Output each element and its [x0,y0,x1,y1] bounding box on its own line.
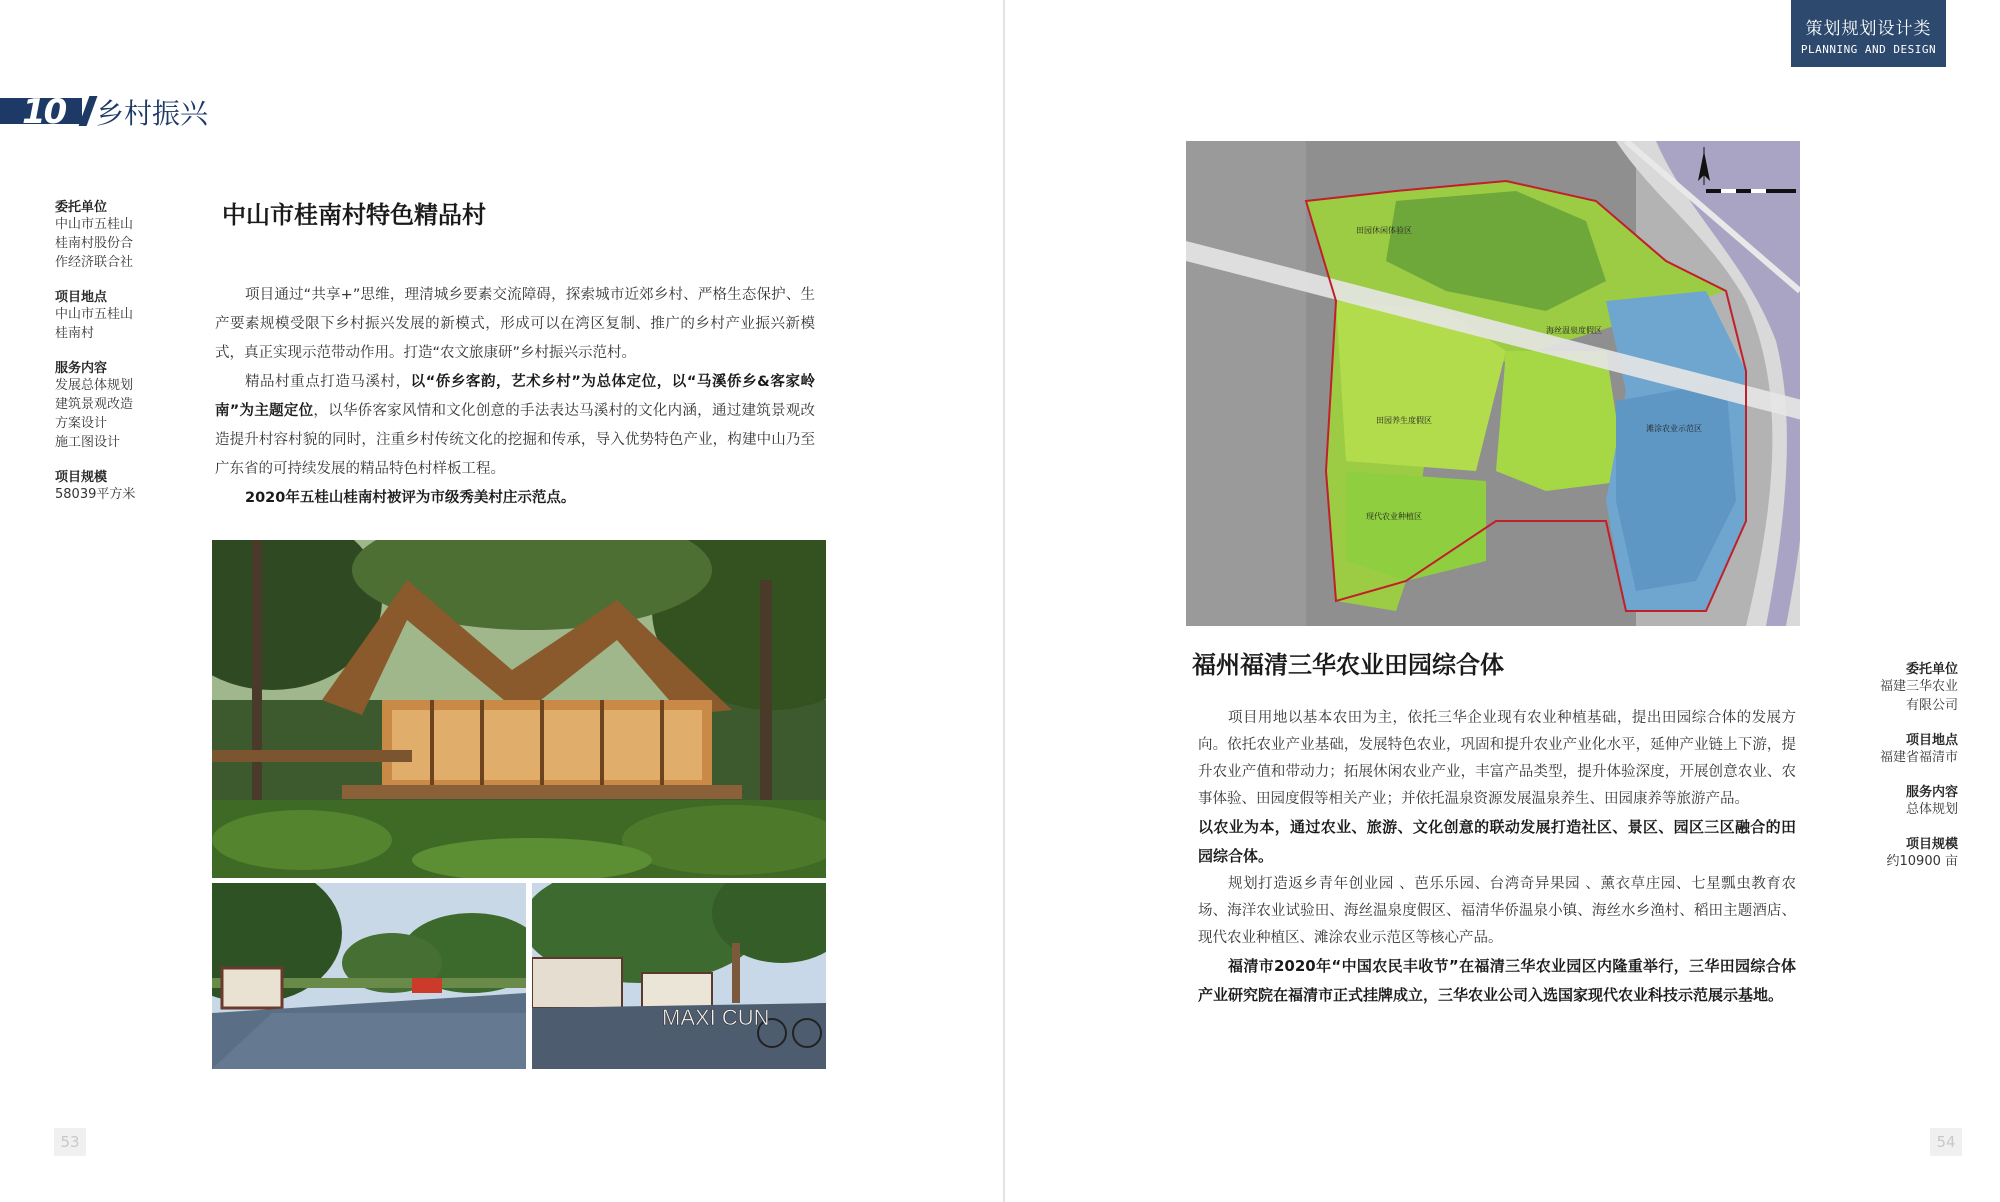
location-label: 项目地点 [55,290,108,305]
services-value: 总体规划 [1905,802,1958,817]
map-zone-label: 海丝温泉度假区 [1546,326,1602,335]
left-paragraph-1: 项目通过“共享+”思维，理清城乡要素交流障碍，探索城市近郊乡村、严格生态保护、生产要素规模受限下乡村振兴发展的新模式，形成可以在湾区复制、推广的乡村产业振兴新模式，真正实现示范带动作用。打造“农文旅康研”乡村振兴示范村。 [215,287,815,361]
scale-value: 约10900 亩 [1886,854,1958,869]
client-value-line: 有限公司 [1905,698,1958,713]
section-title: 乡村振兴 [96,97,209,130]
right-page-number: 54 [1930,1128,1962,1156]
left-paragraph-2-bold: 以“侨乡客韵，艺术乡村”为总体定位，以“马溪侨乡&客家岭南”为主题定位 [215,374,815,419]
client-value-line: 作经济联合社 [55,255,134,270]
category-badge [1791,0,1946,67]
master-plan-map [1186,141,1800,626]
services-value-line: 发展总体规划 [55,378,134,393]
category-badge-cn: 策划规划设计类 [1805,19,1932,39]
left-paragraph-2-end: ，以华侨客家风情和文化创意的手法表达马溪村的文化内涵，通过建筑景观改造提升村容村貌的同时，注重乡村传统文化的挖掘和传承，导入优势特色产业，构建中山乃至广东省的可持续发展的精品特色村样板工程。 [215,403,816,477]
scale-bar-icon [1706,189,1796,193]
map-zone-label: 田园休闲体验区 [1356,226,1412,235]
services-label: 服务内容 [55,361,108,376]
client-label: 委托单位 [55,200,108,215]
left-body-text [215,281,815,513]
map-zone-label: 滩涂农业示范区 [1646,424,1702,433]
page-spine [1003,0,1005,1202]
village-square-photo [212,883,526,1069]
client-value-line: 中山市五桂山 [55,217,134,232]
category-badge-en: PLANNING AND DESIGN [1800,43,1937,56]
pavilion-rendering-photo [212,540,826,878]
location-label: 项目地点 [1905,733,1958,748]
map-zone-label: 田园养生度假区 [1376,416,1432,425]
map-zone-label: 现代农业种植区 [1366,512,1422,521]
scale-label: 项目规模 [55,470,108,485]
client-value-line: 福建三华农业 [1879,679,1958,694]
right-body-text [1198,705,1796,1010]
right-info-column [1838,658,1958,871]
scale-label: 项目规模 [1905,837,1958,852]
client-value-line: 桂南村股份合 [55,236,134,251]
left-paragraph-2-start: 精品村重点打造马溪村， [245,374,411,390]
right-paragraph-1-bold: 以农业为本，通过农业、旅游、文化创意的联动发展打造社区、景区、园区三区融合的田园综合体。 [1198,818,1796,865]
right-paragraph-3: 福清市2020年“中国农民丰收节”在福清三华农业园区内隆重举行，三华田园综合体产业研究院在福清市正式挂牌成立，三华农业公司入选国家现代农业科技示范展示基地。 [1198,957,1796,1004]
client-label: 委托单位 [1905,662,1958,677]
right-paragraph-2: 规划打造返乡青年创业园 、芭乐乐园、台湾奇异果园 、薰衣草庄园、七星瓢虫教育农场、海洋农业试验田、海丝温泉度假区、福清华侨温泉小镇、海丝水乡渔村、稻田主题酒店、现代农业种植区、滩涂农业示范区等核心产品。 [1198,876,1796,946]
left-paragraph-2 [215,368,815,484]
services-value-line: 方案设计 [55,416,108,431]
services-label: 服务内容 [1905,785,1958,800]
services-value-line: 建筑景观改造 [55,397,134,412]
village-entrance-photo [532,883,826,1069]
right-project-title: 福州福清三华农业田园综合体 [1192,651,1504,679]
scale-value: 58039平方米 [55,487,136,502]
left-paragraph-3: 2020年五桂山桂南村被评为市级秀美村庄示范点。 [245,490,576,506]
location-value: 福建省福清市 [1879,750,1958,765]
location-value-line: 中山市五桂山 [55,307,134,322]
left-page-number: 53 [54,1128,86,1156]
section-number: 10 [22,92,66,132]
left-info-column [55,196,165,504]
location-value-line: 桂南村 [55,326,95,341]
left-project-title: 中山市桂南村特色精品村 [222,201,486,229]
services-value-line: 施工图设计 [55,435,121,450]
right-paragraph-1: 项目用地以基本农田为主，依托三华企业现有农业种植基础，提出田园综合体的发展方向。依托农业产业基础，发展特色农业，巩固和提升农业产业化水平，延伸产业链上下游，提升农业产值和带动力；拓展休闲农业产业，丰富产品类型，提升体验深度，开展创意农业、农事体验、田园度假等相关产业；并依托温泉资源发展温泉养生、田园康养等旅游产品。 [1198,710,1796,807]
photo-sign-text: MAXI CUN [662,1005,770,1030]
